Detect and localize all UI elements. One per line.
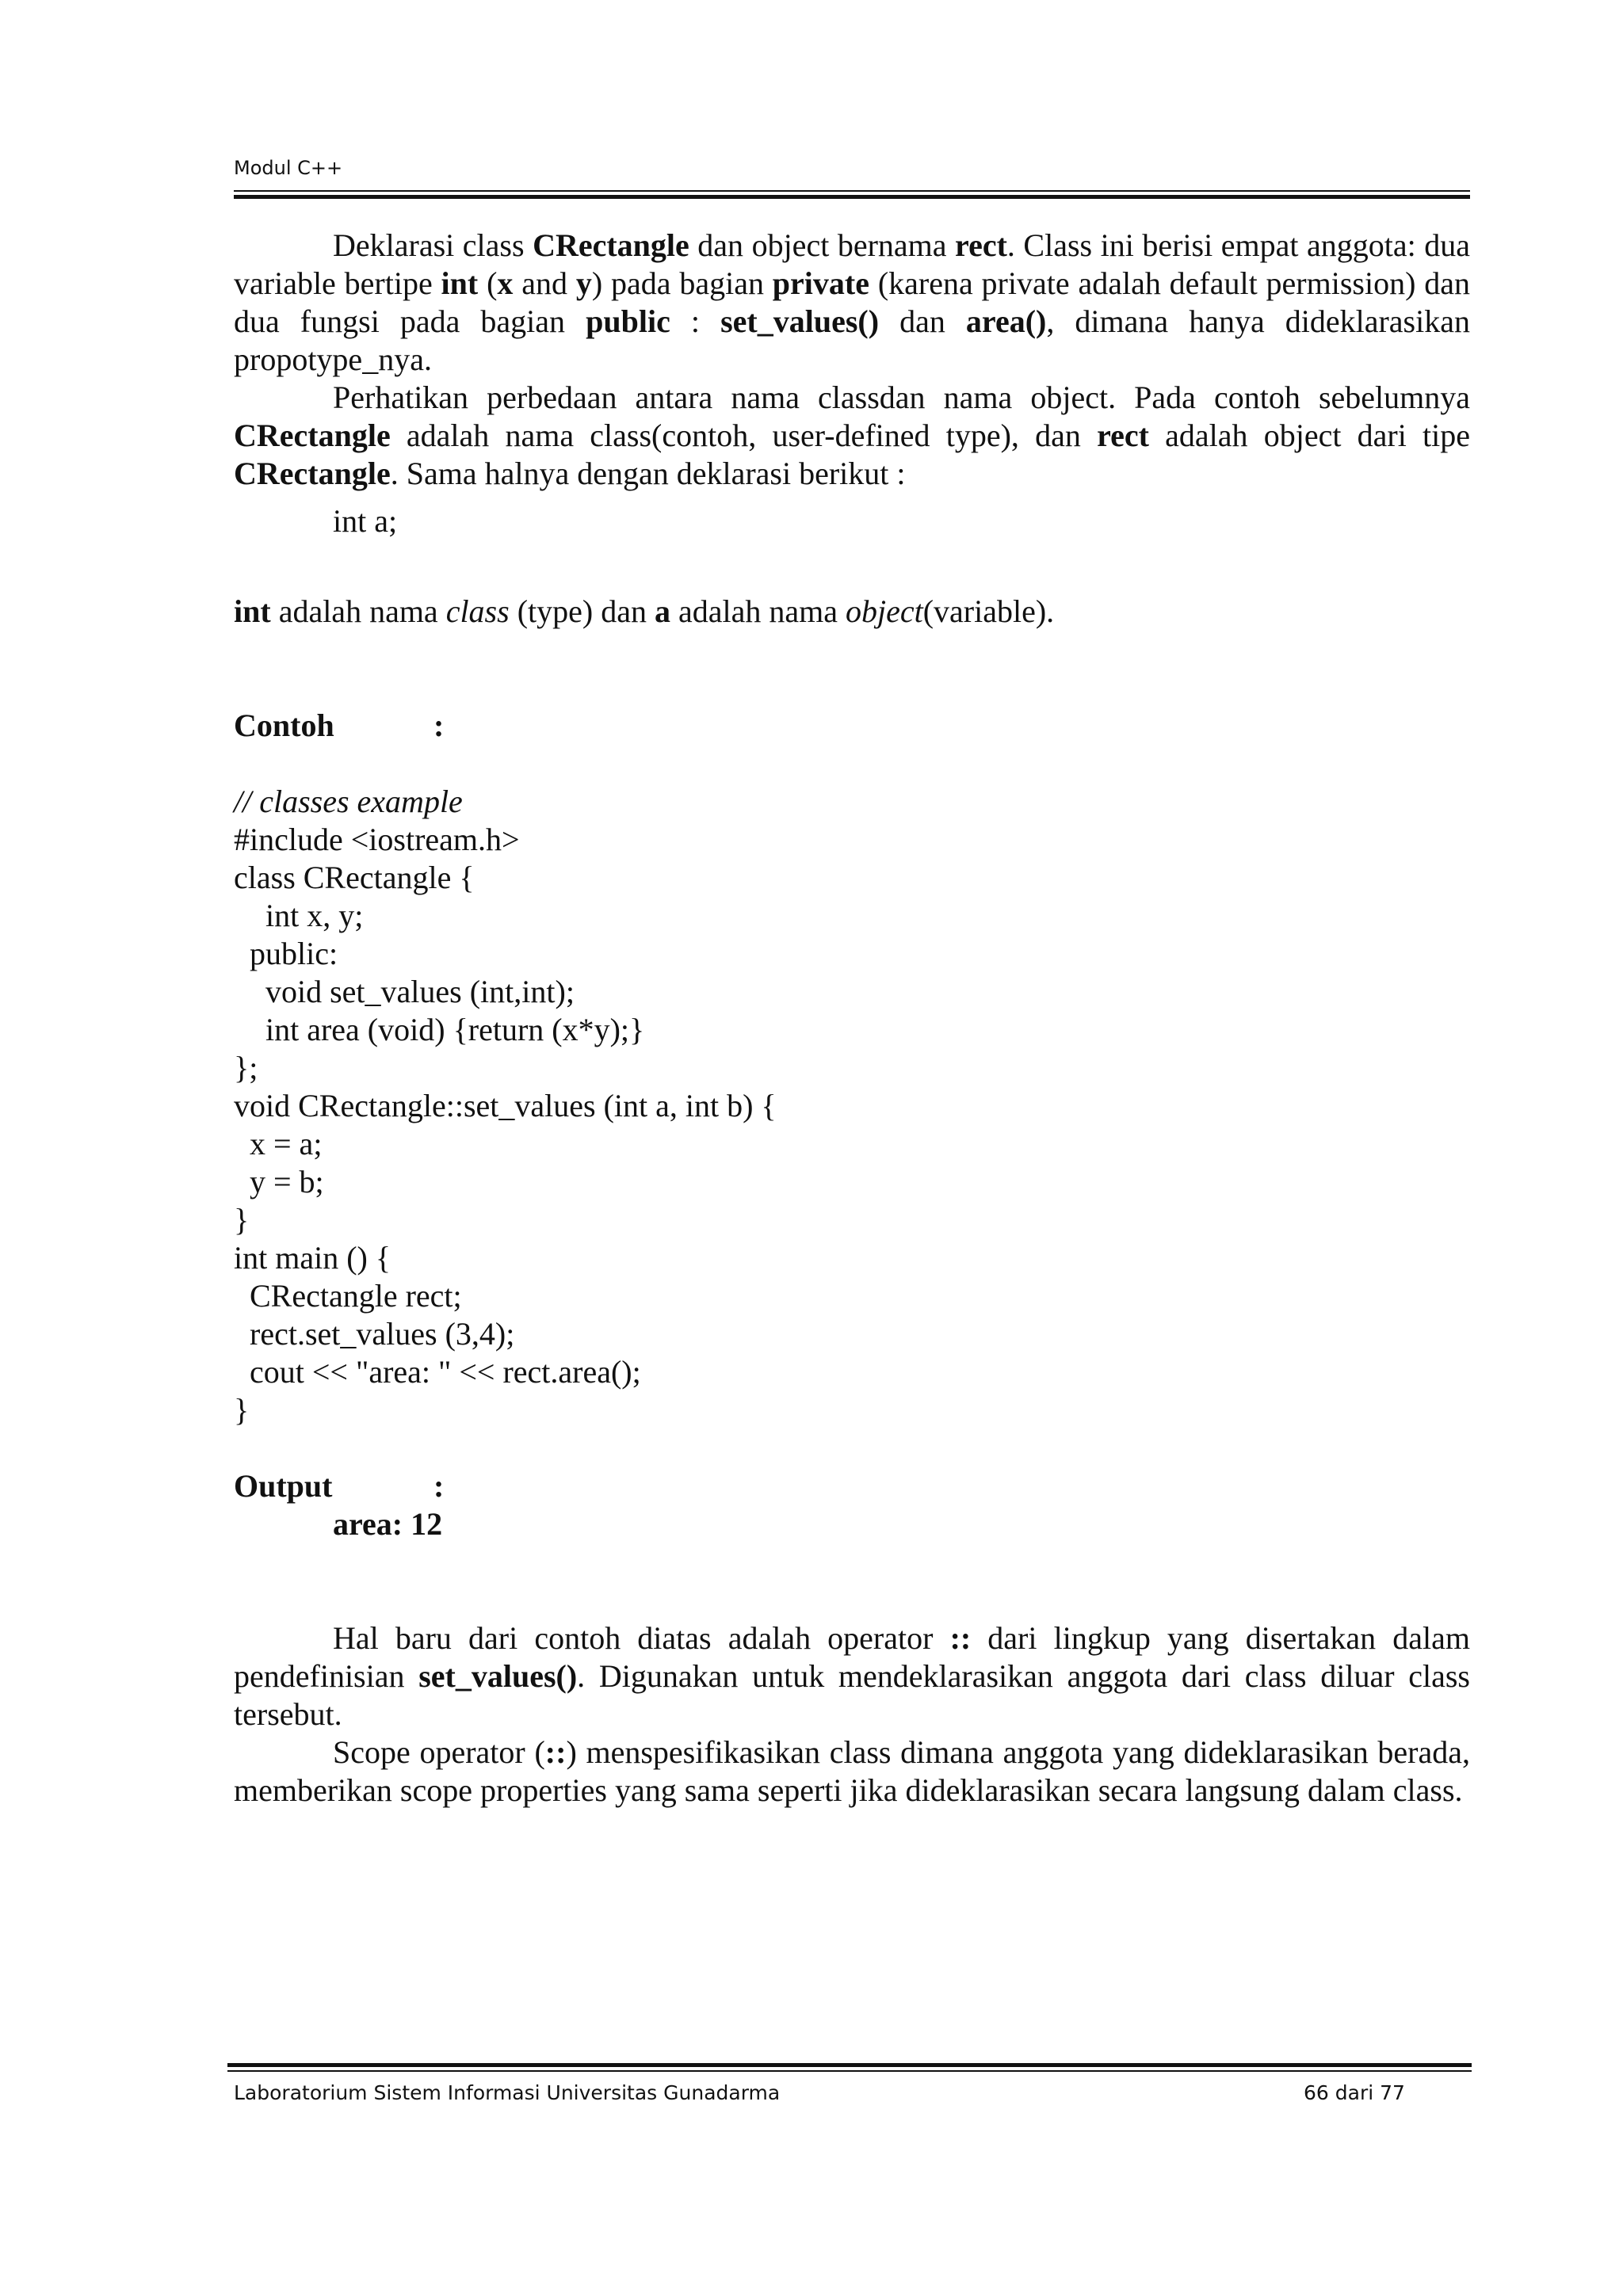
code-line: x = a; [234, 1126, 323, 1161]
page-number: 66 dari 77 [1304, 2081, 1405, 2104]
code-line: #include <iostream.h> [234, 822, 520, 857]
paragraph-scope-operator: Hal baru dari contoh diatas adalah operator :: dari lingkup yang disertakan dalam pendefinisian set_values(). Digunakan untuk mendeklarasikan anggota dari class diluar class tersebut. [234, 1620, 1471, 1732]
code-line: cout << "area: " << rect.area(); [234, 1354, 641, 1390]
code-line: }; [234, 1050, 258, 1085]
footer-lab-name: Laboratorium Sistem Informasi Universitas Gunadarma [234, 2081, 781, 2104]
code-line: int x, y; [234, 898, 364, 933]
contoh-heading: Contoh : [234, 707, 445, 743]
code-line: void set_values (int,int); [234, 974, 575, 1009]
code-line: class CRectangle { [234, 860, 475, 895]
code-line: int main () { [234, 1240, 391, 1276]
footer-rule-thick [227, 2063, 1472, 2067]
code-line: y = b; [234, 1164, 324, 1199]
code-line: public: [234, 936, 338, 971]
code-line: CRectangle rect; [234, 1278, 462, 1314]
output-value: area: 12 [333, 1506, 443, 1542]
code-line: int area (void) {return (x*y);} [234, 1012, 645, 1047]
header-rule-thin [234, 190, 1470, 192]
header-rule-thick [234, 195, 1470, 199]
paragraph-declaration: Deklarasi class CRectangle dan object bernama rect. Class ini berisi empat anggota: dua variable bertipe int (x and y) pada bagian private (karena private adalah default permission) dan dua fungsi pada bagian public : set_values() dan area(), dimana hanya dideklarasikan propotype_nya. [234, 227, 1471, 377]
code-line: } [234, 1202, 250, 1238]
code-line: } [234, 1392, 250, 1428]
code-example [234, 783, 1470, 1429]
code-line: rect.set_values (3,4); [234, 1316, 515, 1352]
paragraph-class-vs-object: Perhatikan perbedaan antara nama classdan nama object. Pada contoh sebelumnya CRectangle adalah nama class(contoh, user-defined type), dan rect adalah object dari tipe CRectangle. Sama halnya dengan deklarasi berikut : [234, 379, 1470, 491]
paragraph-int-explanation: int adalah nama class (type) dan a adalah nama object(variable). [234, 593, 1055, 629]
code-comment: // classes example [234, 784, 463, 819]
code-line: void CRectangle::set_values (int a, int b) { [234, 1088, 777, 1123]
example-declaration: int a; [333, 503, 398, 539]
paragraph-scope-explanation: Scope operator (::) menspesifikasikan class dimana anggota yang dideklarasikan berada, memberikan scope properties yang sama seperti jika dideklarasikan secara langsung dalam class. [234, 1734, 1471, 1808]
footer-rule-thin [227, 2070, 1472, 2072]
page-content [234, 227, 1470, 1810]
output-heading: Output : [234, 1468, 445, 1504]
header-title: Modul C++ [234, 157, 343, 179]
